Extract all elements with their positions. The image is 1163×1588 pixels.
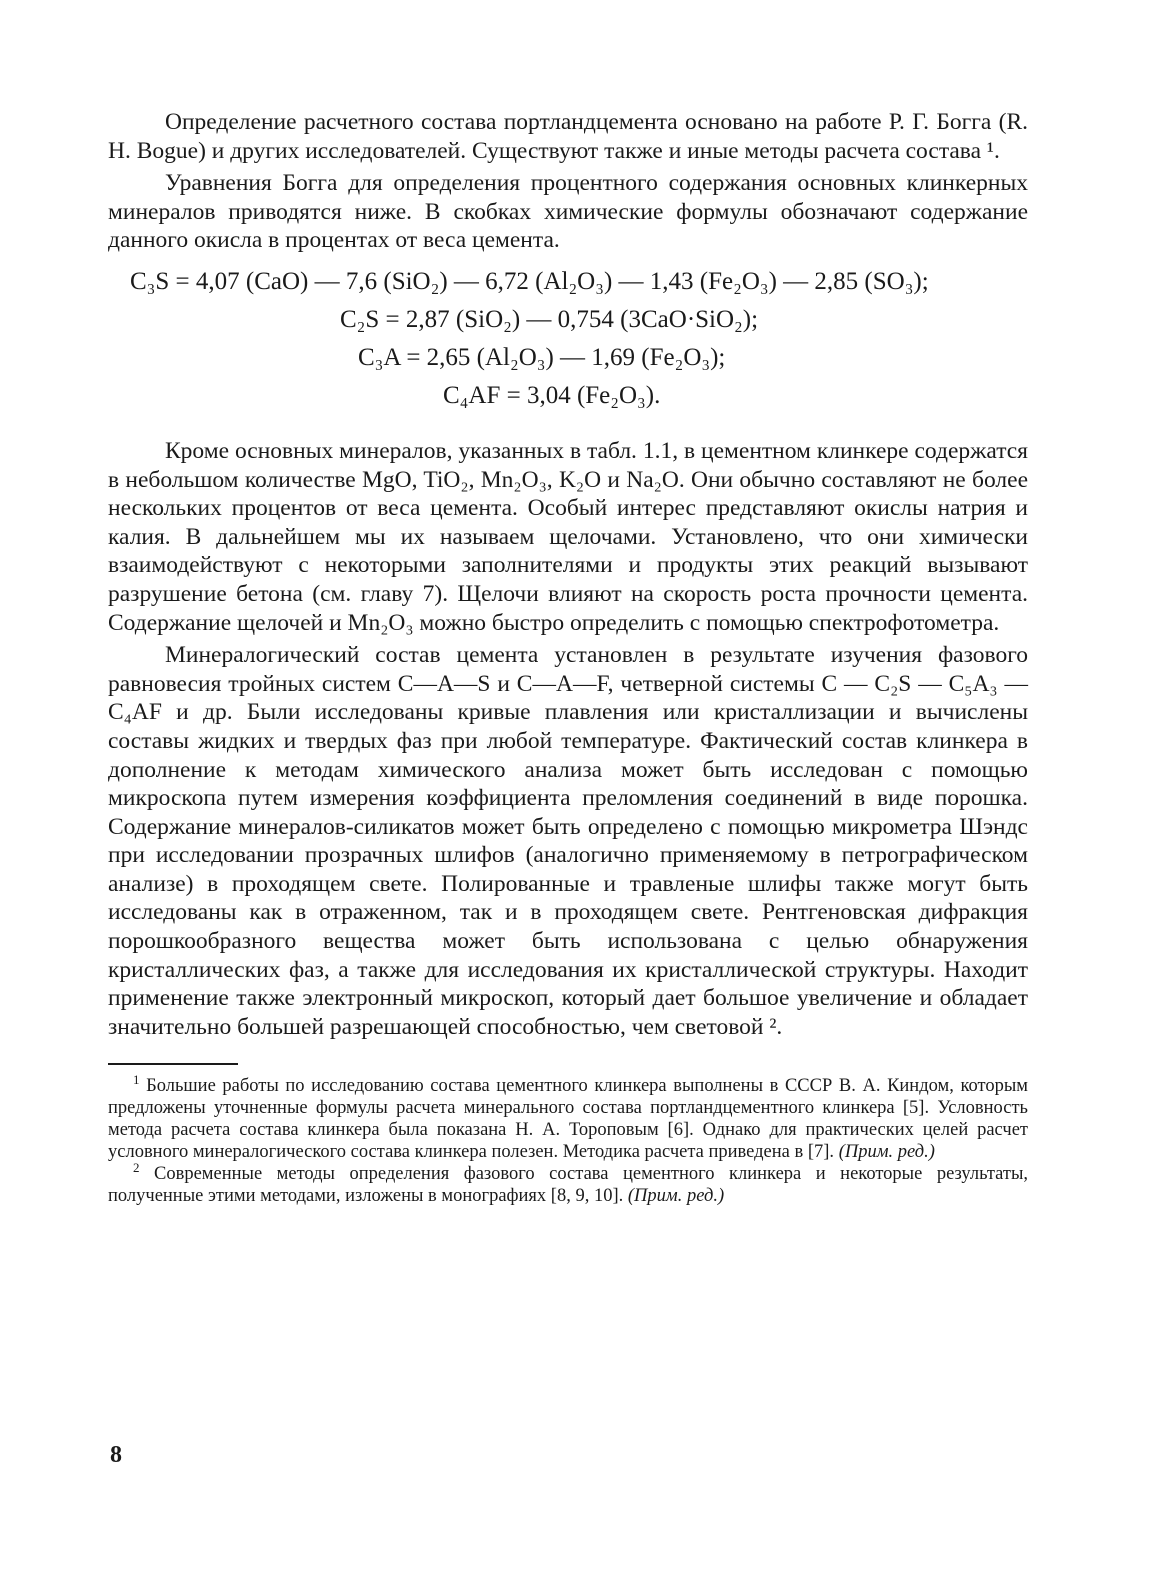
footnote-separator <box>108 1063 238 1065</box>
footnote-2-editor-note: (Прим. ред.) <box>627 1186 725 1207</box>
page-number: 8 <box>110 1442 122 1468</box>
footnote-2-text: Современные методы определения фазового состава цементного клинкера и некоторые результаты, полученные этими методами, изложены в монографиях [8, 9, 10]. <box>108 1164 1029 1207</box>
paragraph-mineral-composition: Минералогический состав цемента установлен в результате изучения фазового равновесия тройных систем C—A—S и C—A—F, четверной системы C — C₂S — C₅A₃ — C₄AF и др. Были исследованы кривые плавления или кристаллизации и вычислены составы жидких и твердых фаз при любой температуре. Фактический состав клинкера в дополнение к методам химического анализа может быть исследован с помощью микроскопа путем измерения коэффициента преломления соединений в виде порошка. Содержание минералов-силикатов может быть определено с помощью микрометра Шэндс при исследовании прозрачных шлифов (аналогично применяемому в петрографическом анализе) в проходящем свете. Полированные и травленые шлифы также могут быть исследованы как в отраженном, так и в проходящем свете. Рентгеновская дифракция порошкообразного вещества может быть использована с целью обнаружения кристаллических фаз, а также для исследования их кристаллической структуры. Находит применение также электронный микроскоп, который дает большое увеличение и обладает значительно большей разрешающей способностью, чем световой ². <box>108 642 1028 1040</box>
page-body <box>108 108 1028 1207</box>
footnote-1-mark: 1 <box>133 1072 140 1088</box>
footnote-1 <box>108 1072 1028 1163</box>
equation-c3s: C₃S = 4,07 (CaO) — 7,6 (SiO₂) — 6,72 (Al₂O₃) — 1,43 (Fe₂O₃) — 2,85 (SO₃); <box>130 267 929 295</box>
equation-c2s: C₂S = 2,87 (SiO₂) — 0,754 (3CaO·SiO₂); <box>340 305 759 333</box>
footnote-1-text: Большие работы по исследованию состава цементного клинкера выполнены в СССР В. А. Киндом, которым предложены уточненные формулы расчета минерального состава портландцементного клинкера [5]. Условность метода расчета состава клинкера была показана Н. А. Тороповым [6]. Однако для практических целей расчет условного минералогического состава клинкера полезен. Методика расчета приведена в [7]. <box>108 1076 1028 1163</box>
paragraph-bogue-equations-intro: Уравнения Богга для определения процентного содержания основных клинкерных минералов приводятся ниже. В скобках химические формулы обозначают содержание данного окисла в процентах от веса цемента. <box>108 170 1028 254</box>
equations-block <box>108 263 1028 415</box>
paragraph-bogue-method: Определение расчетного состава портландцемента основано на работе Р. Г. Богга (R. H. Bogue) и других исследователей. Существуют также и иные методы расчета состава ¹. <box>108 109 1028 164</box>
footnote-1-editor-note: (Прим. ред.) <box>838 1142 935 1163</box>
footnote-2 <box>108 1160 1029 1207</box>
footnote-2-mark: 2 <box>133 1160 140 1176</box>
paragraph-minor-oxides: Кроме основных минералов, указанных в табл. 1.1, в цементном клинкере содержатся в небольшом количестве MgO, TiO₂, Mn₂O₃, K₂O и Na₂O. Они обычно составляют не более нескольких процентов от веса цемента. Особый интерес представляют окислы натрия и калия. В дальнейшем мы их называем щелочами. Установлено, что они химически взаимодействуют с некоторыми заполнителями и продукты этих реакций вызывают разрушение бетона (см. главу 7). Щелочи влияют на скорость роста прочности цемента. Содержание щелочей и Mn₂O₃ можно быстро определить с помощью спектрофотометра. <box>108 437 1028 636</box>
equation-c4af: C₄AF = 3,04 (Fe₂O₃). <box>443 381 661 409</box>
equation-c3a: C₃A = 2,65 (Al₂O₃) — 1,69 (Fe₂O₃); <box>358 343 726 371</box>
